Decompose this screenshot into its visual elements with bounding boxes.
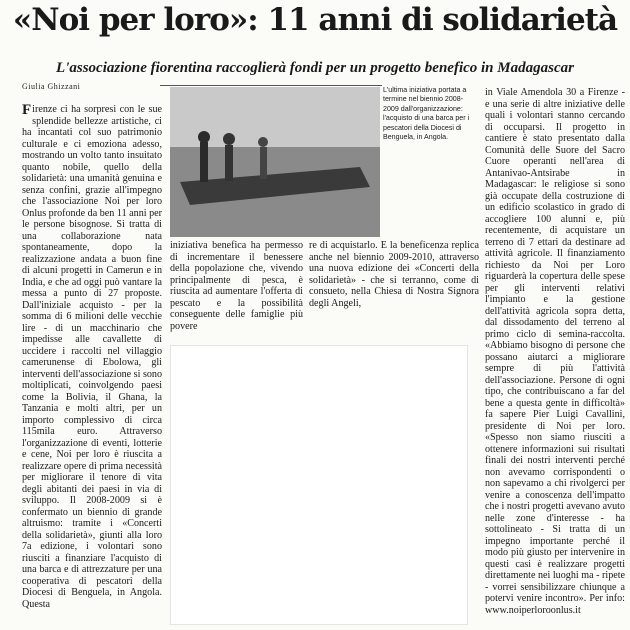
article-column-3: re di acquistarlo. E la beneficenza replica anche nel biennio 2009-2010, attraverso una nuova edizione dei «Concerti della solidarietà» - che si terranno, come di consueto, nella Chiesa di Nostra Signora degli Angeli,: [309, 240, 479, 309]
drop-cap: F: [22, 102, 32, 118]
boat-photo: [170, 87, 380, 237]
column-1-text: irenze ci ha sorpresi con le sue splendide bellezze artistiche, ci ha incantati col suo patrimonio culturale e ci emoziona adesso, mostrando un volto tanto insuitato quanto nobile, quello della solidarietà: una umanità genuina e senza confini, grazie all'impegno che l'associazione Noi per loro Onlus profonde da ben 11 anni per le persone bisognose. Si tratta di una collaborazione nata spontaneamente, dopo la realizzazione andata a buon fine di alcuni progetti in Camerun e in India, e che ad oggi può vantare la messa a punto di 27 proposte. Dall'iniziale acquisto - per la somma di 6 milioni delle vecchie lire - di un macchinario che impedisse alle cavallette di uccidere i raccolti nel villaggio camerunense di Ebolowa, gli interventi dell'associazione si sono moltiplicati, coinvolgendo paesi come la Bolivia, il Ghana, la Tanzania e molti altri, per un importo complessivo di circa 115mila euro. Attraverso l'organizzazione di eventi, lotterie e cene, Noi per loro è riuscita a realizzare opere di prima necessità per migliorare il tenore di vita degli abitanti dei paesi in via di sviluppo. Il 2008-2009 si è confermato un biennio di grande altruismo: tramite i «Concerti della solidarietà», giunti alla loro 7a edizione, i volontari sono riusciti a finanziare l'acquisto di una barca e di attrezzature per una cooperativa di pescatori della Diocesi di Benguela, in Angola. Questa: [22, 104, 163, 610]
byline-rule: [160, 85, 382, 86]
article-column-2: iniziativa benefica ha permesso di incrementare il benessere della popolazione che, vivendo principalmente di pesca, è riuscita ad aumentare l'offerta di pescato e la possibilità conseguente delle famiglie più povere: [170, 240, 303, 332]
blank-ad-space: [170, 345, 468, 625]
headline: «Noi per loro»: 11 anni di solidarietà: [12, 2, 618, 38]
boat-photo-drawing: [170, 87, 380, 237]
article-column-1: [22, 104, 162, 610]
byline: Giulia Ghizzani: [22, 82, 81, 91]
subheadline: L'associazione fiorentina raccoglierà fondi per un progetto benefico in Madagascar: [56, 60, 574, 76]
photo-caption: L'ultima iniziativa portata a termine nel biennio 2008-2009 dall'organizzazione: l'acquisto di una barca per i pescatori della Diocesi di Benguela, in Angola.: [383, 86, 470, 142]
article-column-4: in Viale Amendola 30 a Firenze - e una serie di altre iniziative delle quali i volontari stanno cercando di occuparsi. Il progetto in cantiere è stato presentato dalla Comunità delle Suore del Sacro Cuore operanti nell'area di Antanivao-Antsirabe in Madagascar: le religiose si sono già occupate della costruzione di un edificio scolastico in grado di accogliere 100 alunni e, più recentemente, di acquistare un terreno di 7 ettari da destinare ad attività agricole. Il finanziamento richiesto da Noi per Loro riguarderà la copertura delle spese per gli interventi relativi l'impianto e la gestione dell'attività agricola sopra detta, dal dissodamento del terreno al primo ciclo di semina-raccolta. «Abbiamo bisogno di persone che possano aiutarci a migliorare sempre di più l'attività dell'associazione. Persone di ogni tipo, che contribuiscano a far del bene a questa gente in difficoltà» fa sapere Pier Luigi Cavallini, presidente di Noi per loro. «Spesso non siamo riusciti a ottenere informazioni sui risultati finali dei nostri interventi perché non avevamo corrispondenti o non sapevamo a chi rivolgerci per venire a conoscenza dell'impatto che i nostri progetti avevano avuto nelle zone d'interesse - ha sottolineato - Si tratta di un impegno importante perché il modo più giusto per intervenire in questi casi è realizzare progetti direttamente nei luoghi ma - ripete - vorrei sensibilizzare chiunque a potervi venire incontro». Per info: www.noiperloroonlus.it: [485, 87, 625, 616]
